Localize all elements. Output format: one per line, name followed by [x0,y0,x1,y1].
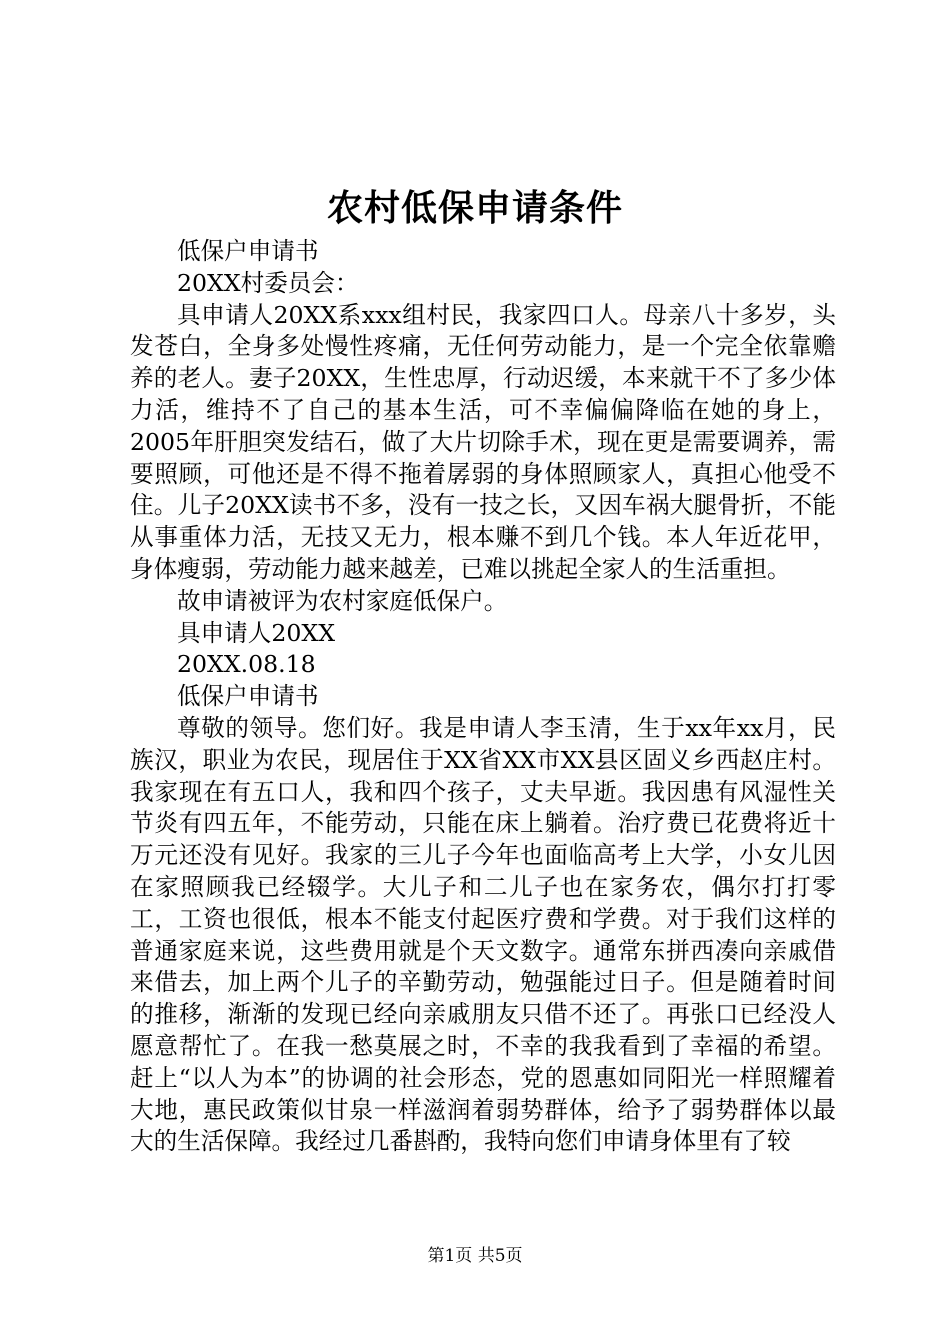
paragraph-heading-2: 低保户申请书 [177,682,319,711]
paragraph-body-2: 尊敬的领导。您们好。我是申请人李玉清，生于xx年xx月，民族汉，职业为农民，现居住于XX省XX市XX县区固义乡西赵庄村。我家现在有五口人，我和四个孩子，丈夫早逝。我因患有风湿性关节炎有四五年，不能劳动，只能在床上躺着。治疗费已花费将近十万元还没有见好。我家的三儿子今年也面临高考上大学，小女儿因在家照顾我已经辍学。大儿子和二儿子也在家务农，偶尔打打零工，工资也很低，根本不能支付起医疗费和学费。对于我们这样的普通家庭来说，这些费用就是个天文数字。通常东拼西凑向亲戚借来借去，加上两个儿子的辛勤劳动，勉强能过日子。但是随着时间的推移，渐渐的发现已经向亲戚朋友只借不还了。再张口已经没人愿意帮忙了。在我一愁莫展之时，不幸的我我看到了幸福的希望。赶上“以人为本”的协调的社会形态，党的恩惠如同阳光一样照耀着大地，惠民政策似甘泉一样滋润着弱势群体，给予了弱势群体以最大的生活保障。我经过几番斟酌，我特向您们申请身体里有了较 [130,713,836,1156]
paragraph-date: 20XX.08.18 [177,650,316,679]
page-footer: 第1页 共5页 [427,1246,523,1266]
paragraph-salutation: 20XX村委员会： [177,268,359,297]
paragraph-heading-1: 低保户申请书 [177,237,319,265]
paragraph-body-1: 具申请人20XX系xxx组村民，我家四口人。母亲八十多岁，头发苍白，全身多处慢性疼痛，无任何劳动能力，是一个完全依靠赡养的老人。妻子20XX，生性忠厚，行动迟缓，本来就干不了多少体力活，维持不了自己的基本生活，可不幸偏偏降临在她的身上，2005年肝胆突发结石，做了大片切除手术，现在更是需要调养，需要照顾，可他还是不得不拖着孱弱的身体照顾家人，真担心他受不住。儿子20XX读书不多，没有一技之长，又因车祸大腿骨折，不能从事重体力活，无技又无力，根本赚不到几个钱。本人年近花甲，身体瘦弱，劳动能力越来越差，已难以挑起全家人的生活重担。 [130,300,836,583]
page-title: 农村低保申请条件 [326,187,623,229]
paragraph-request: 故申请被评为农村家庭低保户。 [177,586,508,615]
paragraph-signature: 具申请人20XX [177,618,335,647]
document-body [130,236,836,1158]
